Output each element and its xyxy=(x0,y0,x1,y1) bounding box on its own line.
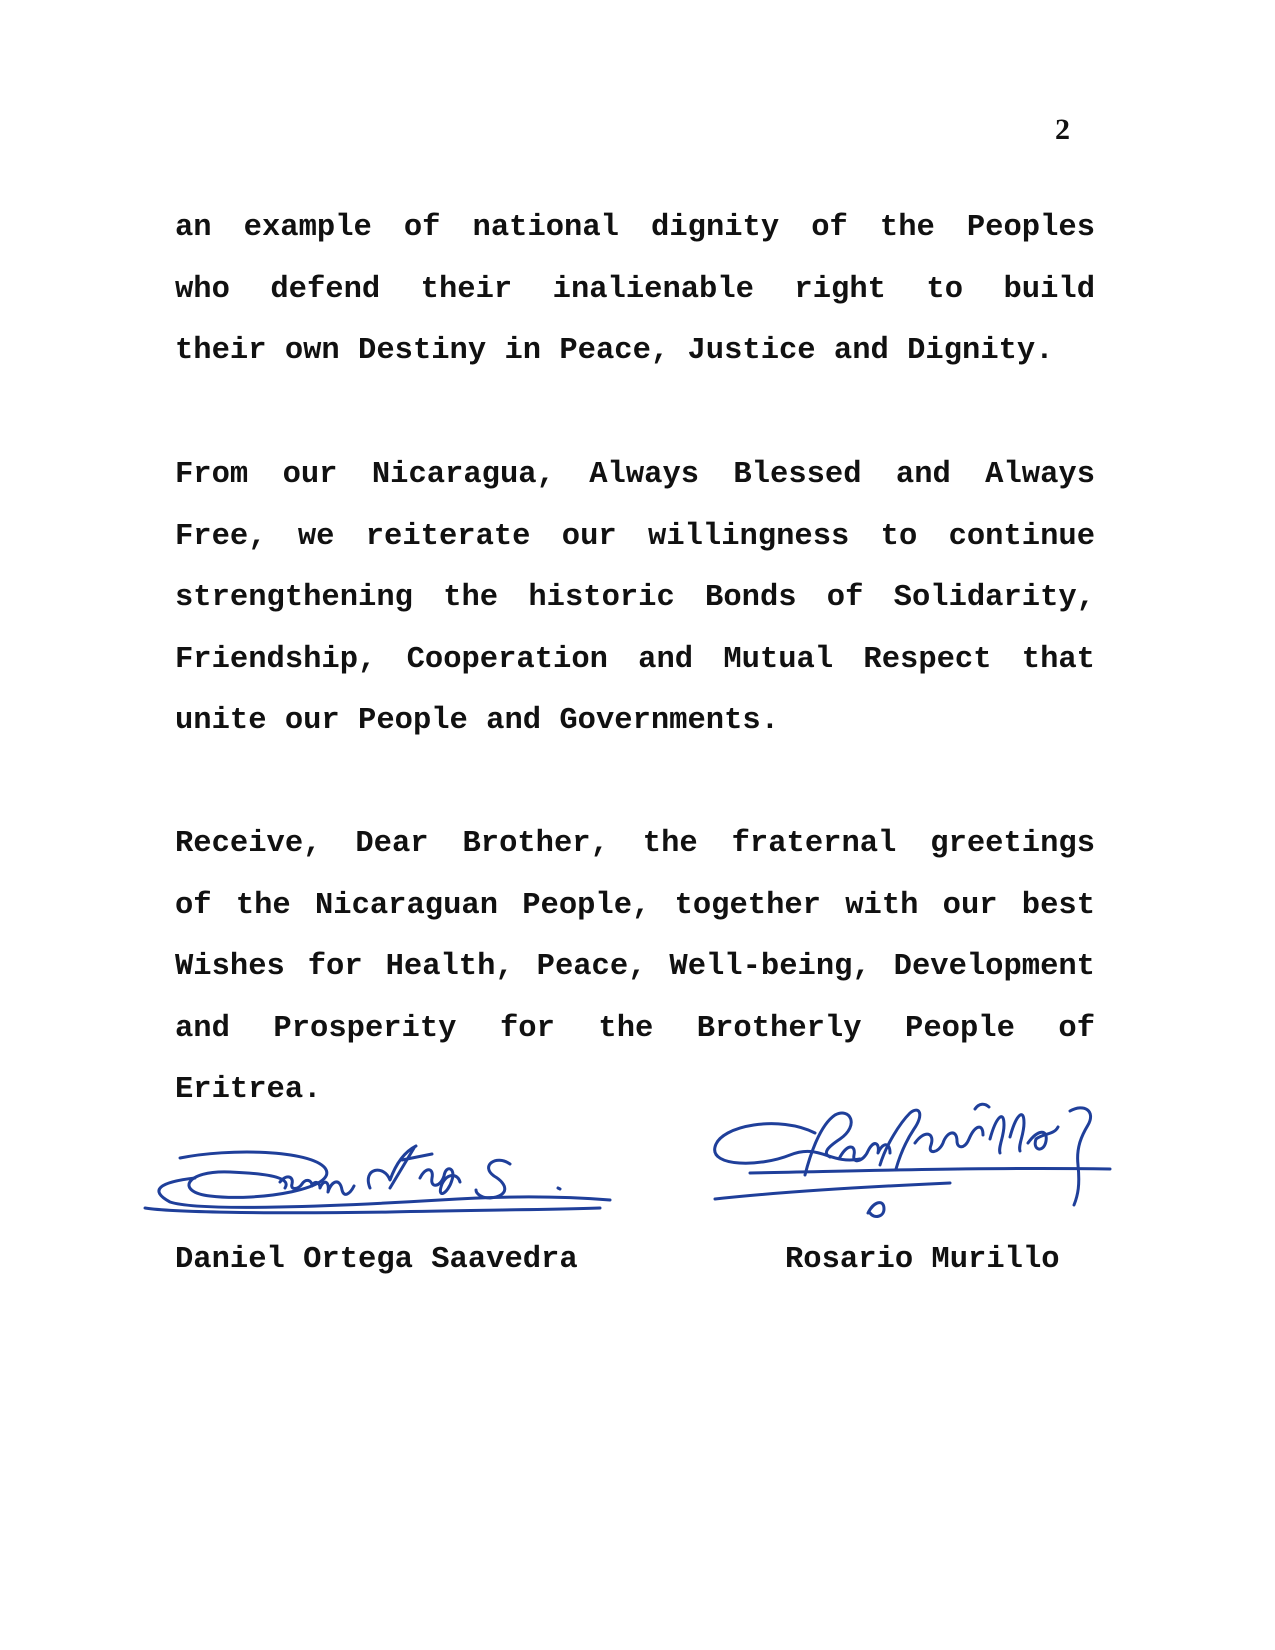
text-line: Wishes for Health, Peace, Well-being, Development xyxy=(175,950,1095,984)
page-number: 2 xyxy=(1055,113,1070,146)
signature-ortega xyxy=(140,1130,640,1230)
signatory-name-murillo: Rosario Murillo xyxy=(785,1243,1060,1277)
text-line: an example of national dignity of the Peoples xyxy=(175,211,1095,245)
signatory-name-ortega: Daniel Ortega Saavedra xyxy=(175,1243,578,1277)
text-line: Eritrea. xyxy=(175,1073,322,1107)
text-line: unite our People and Governments. xyxy=(175,704,779,738)
text-line: and Prosperity for the Brotherly People of xyxy=(175,1011,1095,1046)
signature-murillo xyxy=(710,1095,1180,1235)
text-line: From our Nicaragua, Always Blessed and Always xyxy=(175,458,1095,492)
text-line: strengthening the historic Bonds of Solidarity, xyxy=(175,581,1095,615)
text-line: who defend their inalienable right to build xyxy=(175,272,1095,307)
paragraph-greetings xyxy=(175,814,1095,1122)
paragraph-closing-dignity xyxy=(175,198,1095,383)
text-line: their own Destiny in Peace, Justice and Dignity. xyxy=(175,334,1054,368)
paragraph-solidarity xyxy=(175,445,1095,753)
text-line: Free, we reiterate our willingness to continue xyxy=(175,519,1095,554)
text-line: Receive, Dear Brother, the fraternal greetings xyxy=(175,827,1095,861)
text-line: Friendship, Cooperation and Mutual Respect that xyxy=(175,642,1095,677)
text-line: of the Nicaraguan People, together with our best xyxy=(175,888,1095,923)
